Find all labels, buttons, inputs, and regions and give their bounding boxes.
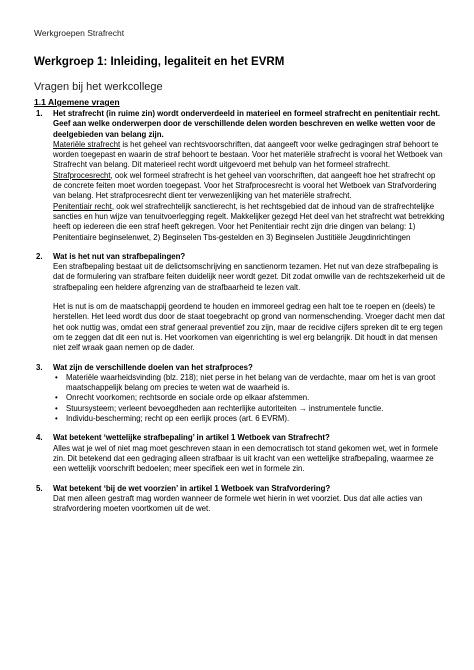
question-number: 3. — [36, 362, 43, 372]
question-number: 1. — [36, 109, 43, 118]
answer-paragraph — [53, 171, 446, 202]
bullet-icon: • — [55, 414, 58, 424]
question-number: 2. — [36, 251, 43, 261]
question-text: Wat betekent ‘wettelijke strafbepaling’ in artikel 1 Wetboek van Strafrecht? — [53, 433, 330, 443]
document-body — [34, 109, 446, 523]
answer-paragraph: Alles wat je wel of niet mag moet geschreven staan in een democratisch tot stand gekomen wet, wet in formele zin. Dit betekend dat een gedraging alleen strafbaar is uit kracht van een wettelijke strafbepaling, waarmee ze een wettelijk voorschrift bedoelen; meer specifiek een wet in formele zin. — [53, 443, 438, 474]
subsection-heading: 1.1 Algemene vragen — [34, 97, 120, 107]
term-definition: , ook wel formeel strafrecht is het geheel van voorschriften, dat aangeeft hoe het strafrecht op de concrete feiten moet worden toegepast. Voor het Strafprocesrecht is vooral het Wetboek van Strafvordering van belang. Het strafprocesrecht dient ter verwezenlijking van het materiële strafrecht. — [53, 170, 437, 201]
bullet-icon: • — [55, 393, 58, 403]
answer-paragraph — [53, 202, 446, 243]
list-item-text: Materiële waarheidsvinding (blz. 218); niet perse in het belang van de verdachte, maar om het is van groot maatschappelijk belang om precies te weten wat de waarheid is. — [66, 372, 436, 393]
question-4 — [34, 433, 446, 474]
list-item — [53, 414, 446, 424]
question-number: 5. — [36, 483, 43, 493]
question-number: 4. — [36, 433, 43, 443]
bullet-list — [53, 373, 446, 424]
question-1 — [34, 109, 446, 243]
bullet-icon: • — [55, 372, 58, 382]
term-definition: is het geheel van rechtsvoorschriften, dat aangeeft voor welke gedragingen straf behoort te worden toegepast en waarin de straf behoort te bestaan. Voor het materiële strafrecht is vooral het Wetboek van Strafrecht van belang. Dit materieel recht wordt uitgevoerd met behulp van het formeel strafrecht. — [53, 139, 443, 170]
section-heading: Vragen bij het werkcollege — [34, 81, 163, 93]
defined-term: Materiële strafrecht — [53, 139, 121, 149]
list-item — [53, 373, 446, 394]
question-text: Het strafrecht (in ruime zin) wordt onderverdeeld in materieel en formeel strafrecht en penitentiair recht. Geef aan welke onderwerpen door de verschillende delen worden beschreven en welke wetten voor de deelgebieden van belang zijn. — [53, 109, 441, 139]
question-5 — [34, 484, 446, 515]
list-item — [53, 404, 446, 414]
list-item — [53, 393, 446, 403]
question-text: Wat betekent ‘bij de wet voorzien’ in artikel 1 Wetboek van Strafvordering? — [53, 483, 331, 493]
question-3 — [34, 363, 446, 425]
answer-paragraph: Een strafbepaling bestaat uit de delictsomschrijving en sanctienorm tezamen. Het nut van deze strafbepaling is dat de formulering van strafbare feiten duidelijk neer wordt gezet. Dit zodat omwille van de rechtszekerheid uit de strafbepaling een heldere afgrenzing van de strafbaarheid te lezen valt. — [53, 262, 445, 292]
list-item-text: Individu-bescherming; recht op een eerlijk proces (art. 6 EVRM). — [66, 414, 290, 424]
running-header: Werkgroepen Strafrecht — [34, 28, 125, 38]
list-item-text: Stuursysteem; verleent bevoegdheden aan rechterlijke autoriteiten → instrumentele functie. — [66, 403, 384, 413]
term-definition: , ook wel strafrechtelijk sanctierecht, is het rechtsgebied dat de inhoud van de strafrechtelijke sancties en hun wijze van tenuitvoerlegging regelt. Makkelijker gezegd Het deel van het strafrecht wat betrekking heeft op iedereen die een straf heeft gekregen. Voor het Penitentiair recht zijn drie dingen van belang: 1) Penitentiaire beginselenwet, 2) Beginselen Tbs-gestelden en 3) Beginselen Justitiële Jeugdinrichtingen — [53, 201, 445, 242]
document-title: Werkgroep 1: Inleiding, legaliteit en het EVRM — [34, 56, 285, 68]
question-2 — [34, 252, 446, 354]
list-item-text: Onrecht voorkomen; rechtsorde en sociale orde op elkaar afstemmen. — [66, 393, 310, 403]
question-text: Wat zijn de verschillende doelen van het strafproces? — [53, 362, 253, 372]
defined-term: Strafprocesrecht — [53, 170, 111, 180]
defined-term: Penitentiair recht — [53, 201, 112, 211]
bullet-icon: • — [55, 403, 58, 413]
answer-paragraph: Dat men alleen gestraft mag worden wanneer de formele wet hierin in wet voorziet. Dus dat alle acties van strafvordering moeten voortkomen uit de wet. — [53, 493, 423, 514]
answer-paragraph — [53, 140, 446, 171]
question-text: Wat is het nut van strafbepalingen? — [53, 251, 186, 261]
answer-paragraph: Het is nut is om de maatschappij geordend te houden en immoreel gedrag een halt toe te roepen en (deels) te herstellen. Het leed wordt dus door de staat toegebracht op grond van normenschending. Vroeger dacht men dat het ook nuttig was, omdat een straf generaal preventief zou zijn, maar de recidive cijfers spreken dit te erg tegen om te zeggen dat dit een nut is. Het voorkomen van eigenrichting is wel erg belangrijk. Dit houdt in dat mensen niet zelf wraak gaan nemen op de dader. — [53, 302, 445, 353]
paragraph-gap — [53, 293, 446, 302]
